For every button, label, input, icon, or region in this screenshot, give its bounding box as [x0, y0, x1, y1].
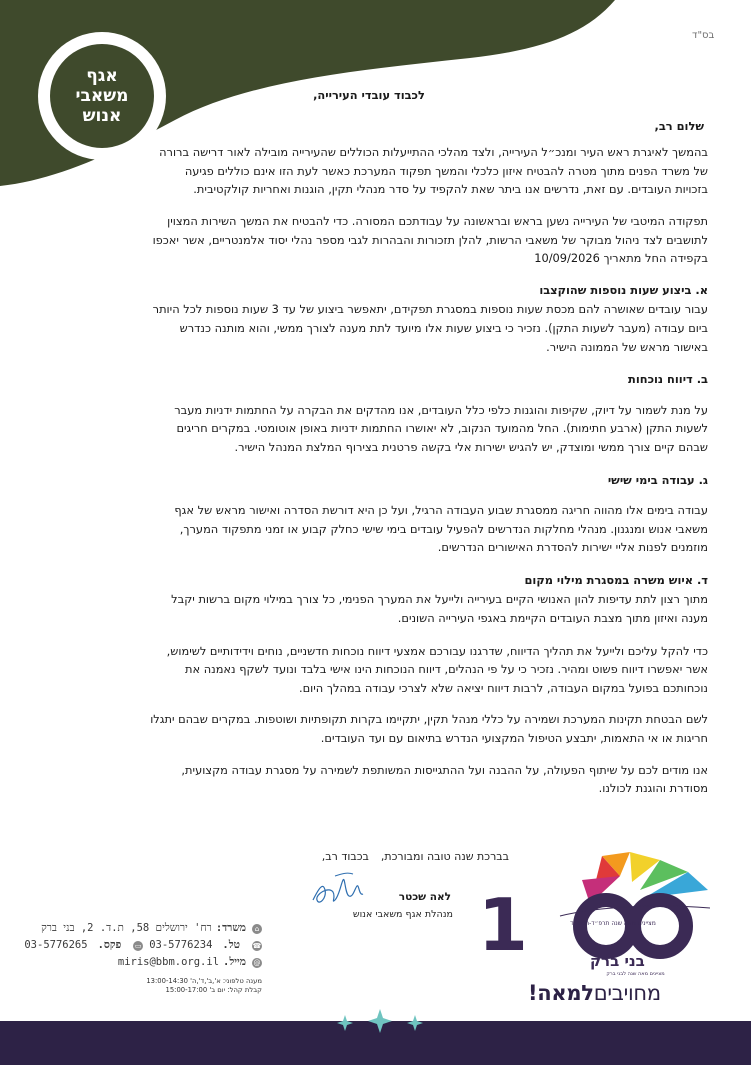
phone-value[interactable]: 03-5776234	[149, 939, 213, 951]
contact-phones	[24, 937, 262, 954]
sign-off-blessing: בברכת שנה טובה ומבורכת,	[380, 850, 509, 863]
signer-title: מנהלת אגף משאבי אנוש	[352, 909, 453, 920]
section-attendance	[150, 370, 708, 456]
bsd-mark: בס"ד	[692, 30, 715, 41]
email-value[interactable]: miris@bbm.org.il	[117, 956, 220, 968]
office-value: רח' ירושלים 58, ת.ד. 2, בני ברק	[41, 922, 212, 934]
sign-off	[322, 850, 509, 863]
department-badge-line: משאבי	[75, 86, 129, 106]
logo-small-text: מציינים מאה שנה לבני ברק	[606, 971, 665, 977]
home-icon: ⌂	[252, 924, 262, 934]
section-body: על מנת לשמור על דיוק, שקיפות והוגנות כלפי כלל העובדים, אנו מהדקים את הבקרה על החתמות ידניות מעבר לשעות התקן (ארבע חתימות). החל מהמועד הנקוב, לא יאושרו החתמות ידניות באופן אוטומטי. במקרים חריגים שבהם קיים צורך ממשי ומוצדק, יש להגיש ישירות אלי בקשה פרטנית בצירוף המלצת המנהל הישיר.	[174, 402, 708, 454]
closing-paragraph: לשם הבטחת תקינות המערכת ושמירה על כללי מנהל תקין, יתקיימו בקרות תקופתיות ושוטפות. במקרים שבהם יתגלו חריגות או אי התאמות, יתבצע הטיפול המקצועי הנדרש בתיאום עם ועד העובדים.	[150, 712, 708, 746]
section-body: עבודה בימים אלו מהווה חריגה ממסגרת שבוע העבודה הרגיל, ועל כן היא דורשת הסדרה ואישור מראש של אגף משאבי אנוש ומנגנון. מנהלי מחלקות הנדרשים להפעיל עובדים בימי שישי כחלק קבוע או זמני מתפקוד המערך, מוזמנים לפנות אליי ישירות להסדרת האישורים הנדרשים.	[174, 503, 708, 555]
signer-name: לאה שכטר	[398, 891, 451, 903]
department-badge-line: אנוש	[82, 106, 122, 126]
fax-icon: ▭	[134, 941, 142, 950]
department-badge	[62, 66, 142, 126]
fax-value: 03-5776265	[24, 939, 88, 951]
greeting: שלום רב,	[654, 118, 704, 133]
email-icon: @	[253, 958, 261, 967]
section-substitute	[150, 571, 708, 628]
sparkle-icon	[337, 1015, 353, 1031]
reception-hours: קבלת קהל: יום ב' 15:00-17:00	[165, 986, 262, 994]
contact-office	[40, 920, 262, 937]
sign-off-regards: בכבוד רב,	[321, 850, 369, 863]
phone-hours: מענה טלפוני: א',ב',ד',ה' 13:00-14:30	[146, 977, 262, 985]
section-body: מתוך רצון לתת עדיפות להון האנושי הקיים בעירייה ולייעל את המערך הפנימי, כל צורך במילוי מקום ברשות יקבל מענה ואיזון מתוך מצבת העובדים הקיימת באגפי העירייה השונים.	[171, 592, 708, 626]
contact-block	[24, 920, 262, 995]
slogan-prefix: מחויבים	[593, 981, 661, 1005]
phone-label: טל.	[222, 939, 240, 951]
footer-sparkles-decoration	[325, 1006, 435, 1036]
section-title: ד. איוש משרה במסגרת מילוי מקום	[524, 572, 708, 587]
intro-paragraph: תפקודה המיטבי של העירייה נשען בראש ובראשונה על עבודתכם המסורה. כדי להבטיח את המשך השירות המצוין לתושבים לצד ניהול מבוקר של משאבי הרשות, להלן תזכורות והבהרות לגבי מספר נהלי יסוד אלמנטריים, אשר יאכפו בקפידה החל מתאריך 10/09/2026	[152, 213, 708, 266]
addressee: לכבוד עובדי העירייה,	[313, 88, 425, 102]
email-label: מייל.	[223, 956, 246, 968]
intro-paragraph: בהמשך לאיגרת ראש העיר ומנכ״ל העירייה, ולצד מהלכי ההתייעלות הכוללים שהעירייה מובילה לאור דרישה ברורה של משרד הפנים מתוך מטרה להבטיח איזון כלכלי והמשך תפקוד המערכת כאשר לעת הזו אינם כוללים פגיעה בזכויות העובדים. עם זאת, נדרשים אנו ביתר שאת להקפיד על סדר מנהלי תקין, הוגנות ואחריות קולקטיבית.	[159, 145, 708, 197]
office-hours	[40, 977, 262, 995]
phone-icon: ☎	[252, 941, 262, 950]
section-title: א. ביצוע שעות נוספות שהוקצבו	[539, 282, 708, 297]
department-badge-line: אגף	[86, 66, 118, 86]
section-title: ב. דיווח נוכחות	[628, 372, 708, 387]
logo-arc-text: מציינים מאה שנה תרפ״ד-תשפ״ד	[570, 920, 656, 927]
logo-slogan	[528, 981, 661, 1005]
section-friday	[150, 471, 708, 557]
fax-label: פקס.	[97, 939, 122, 951]
section-title: ג. עבודה בימי שישי	[607, 472, 708, 487]
section-overtime	[150, 281, 708, 356]
letter-body	[150, 86, 708, 811]
sparkle-icon	[368, 1009, 392, 1033]
closing-paragraph: אנו מודים לכם על שיתוף הפעולה, על ההבנה ועל ההתגייסות המשותפת לשמירה על מסגרת עבודה מקצועית, מסודרת והוגנת לכולנו.	[181, 762, 708, 796]
closing-paragraph: כדי להקל עליכם ולייעל את תהליך הדיווח, שדרגנו עבורכם אמצעי דיווח נוכחות חדשניים, נוחים וידידותיים לשימוש, אשר יאפשרו דיווח פשוט ומהיר. נזכיר כי על פי הנהלים, דיווח הנוכחות הינו אישי בלבד ונועד לשקף נאמנה את נוכחותכם בפועל במקום העבודה, לרבות דיווח יציאה שלא לצרכי עבודה במהלך היום.	[166, 643, 708, 695]
section-body: עבור עובדים שאושרה להם מכסת שעות נוספות במסגרת תפקידם, יתאפשר ביצוע של עד 3 שעות נוספות לכל היותר ביום עבודה (מעבר לשעות התקן). נזכיר כי ביצוע שעות אלו מיועד לתת מענה לצורך ממשי, והוא מותנה כנדרש באישור מראש של הממונה הישיר.	[152, 302, 708, 354]
slogan-bold: למאה!	[528, 981, 594, 1005]
contact-email	[40, 954, 262, 971]
office-label: משרד:	[215, 922, 246, 934]
logo-number: 1	[477, 883, 528, 967]
sparkle-icon	[407, 1015, 423, 1031]
logo-city-name: בני ברק	[590, 952, 645, 970]
